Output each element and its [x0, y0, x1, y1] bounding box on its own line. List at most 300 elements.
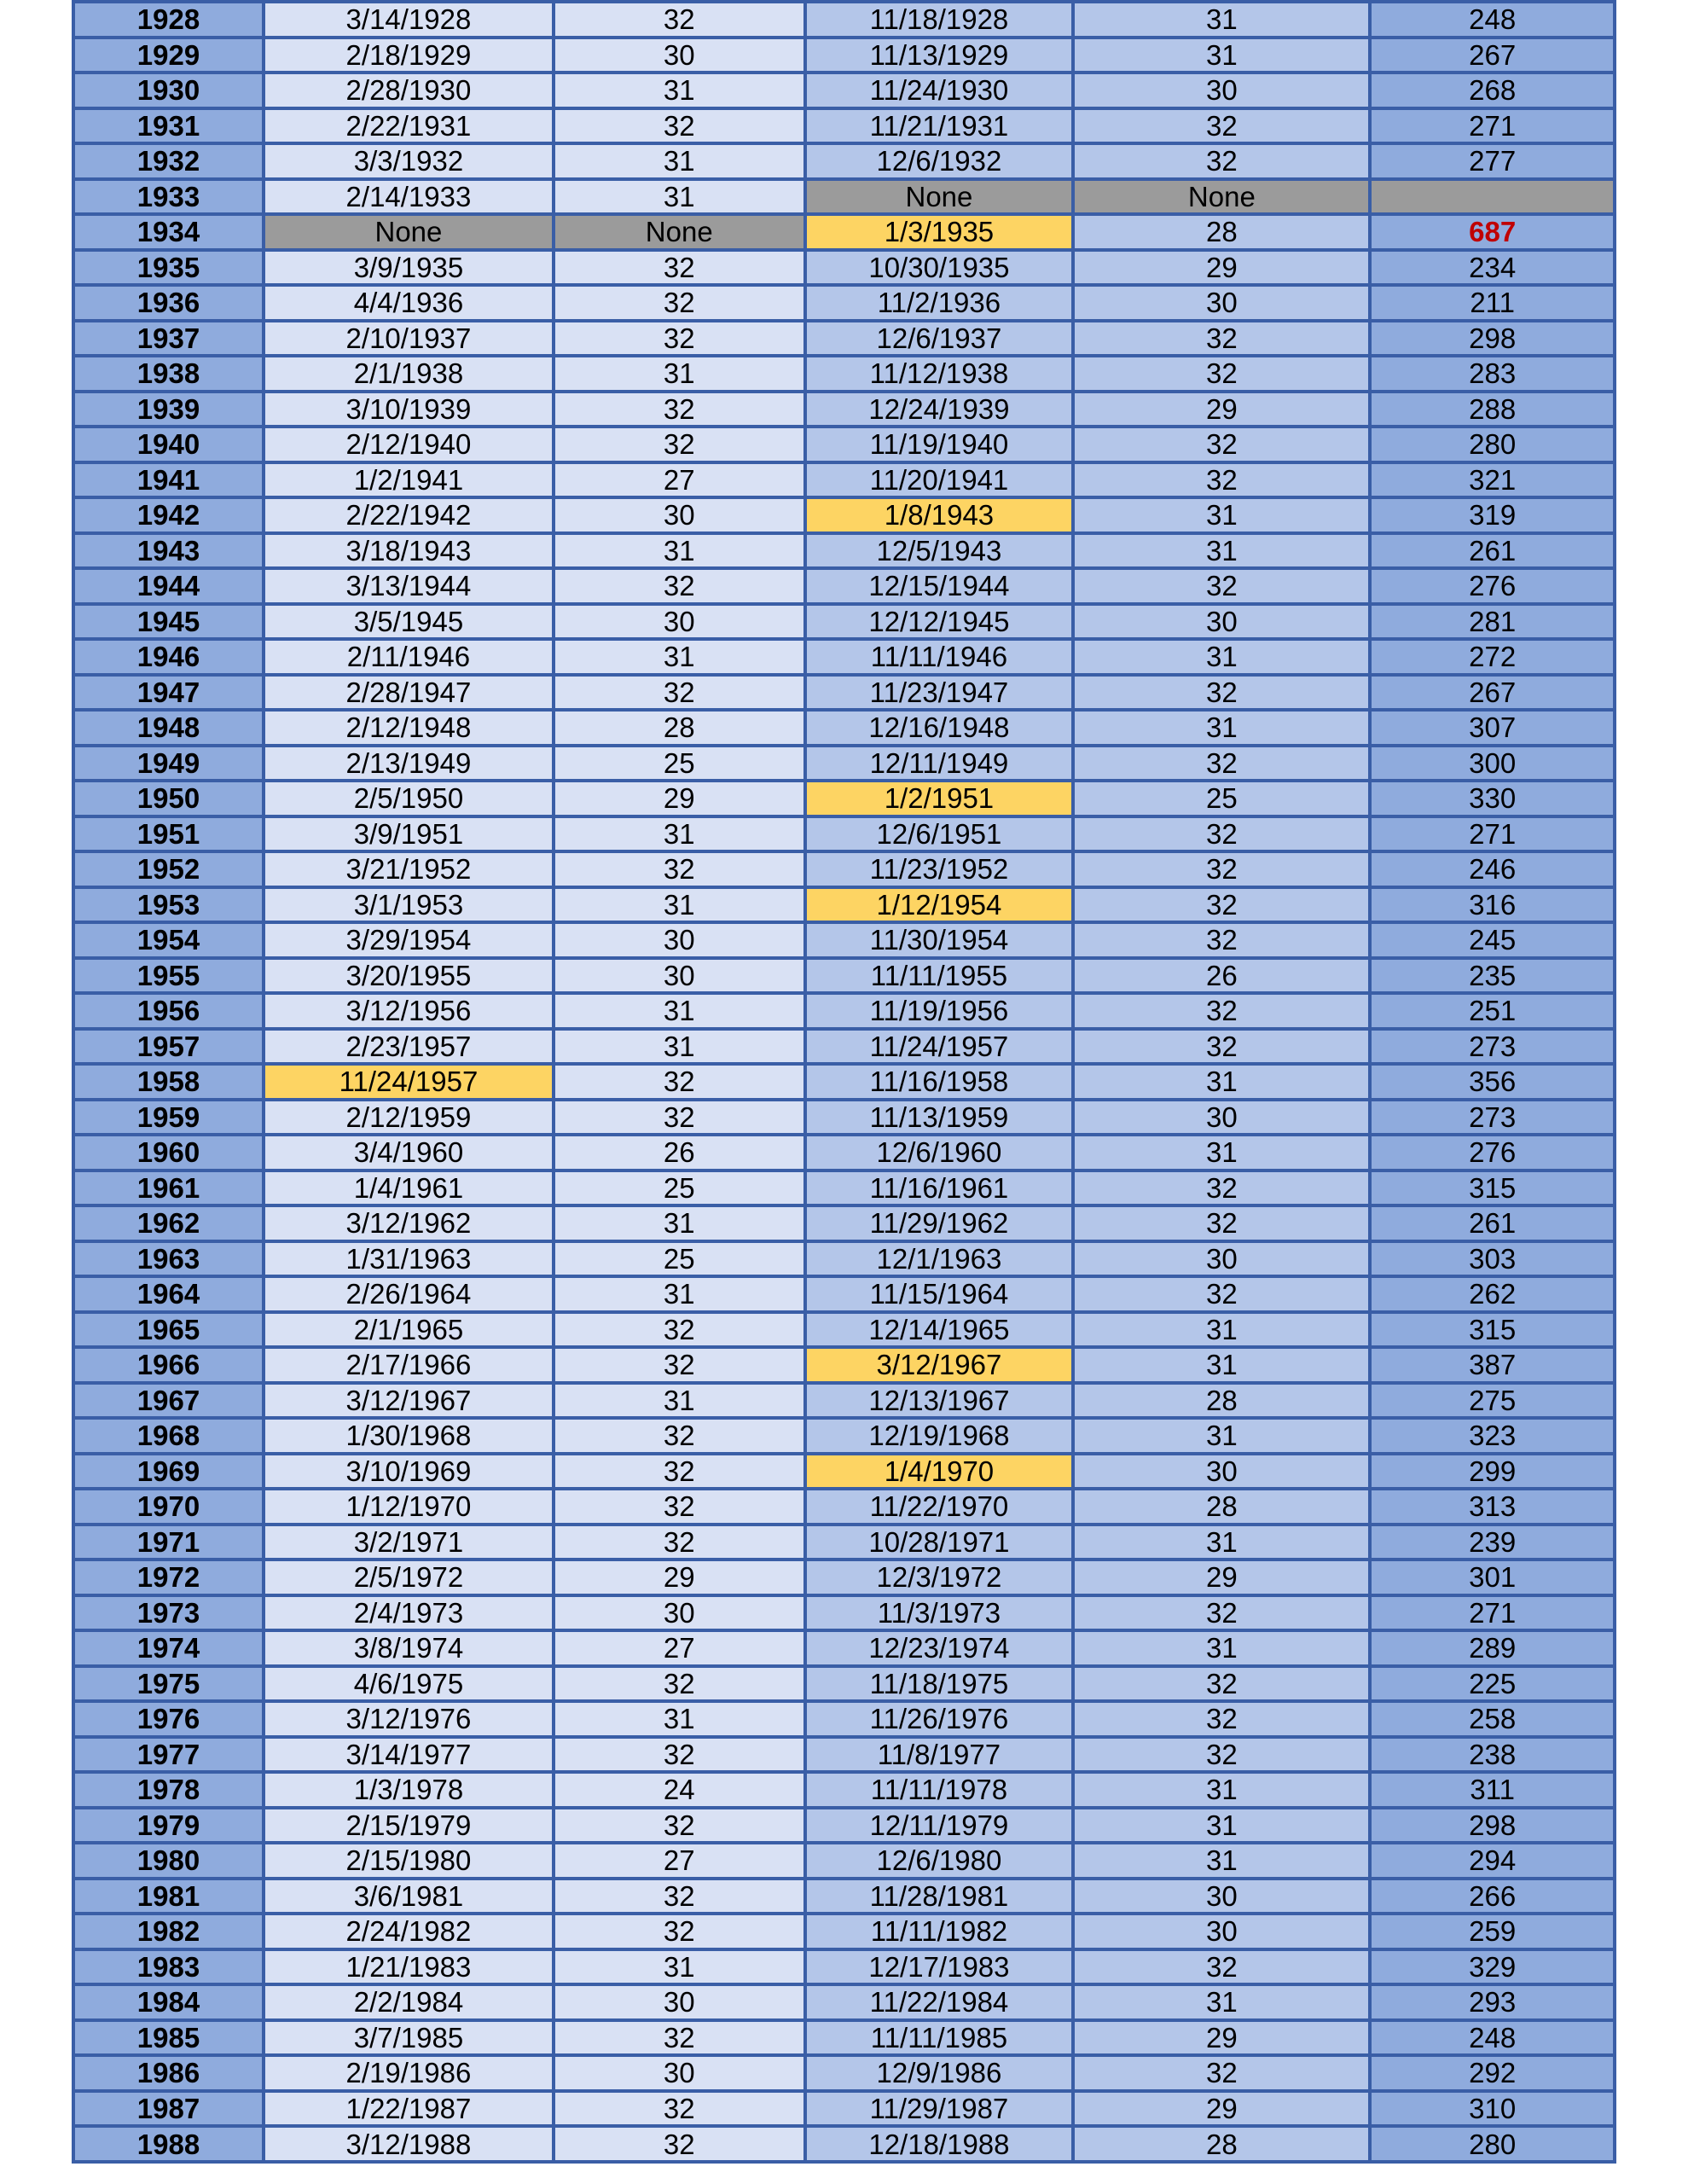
last-frost-temp-cell: 31	[555, 995, 803, 1027]
last-frost-temp-cell: 31	[555, 641, 803, 673]
first-frost-date-cell: 12/16/1948	[807, 712, 1072, 744]
last-frost-date-cell: 3/12/1967	[265, 1385, 552, 1417]
first-frost-temp-cell: 31	[1075, 641, 1368, 673]
table-row	[75, 1031, 1613, 1063]
season-length-cell: 251	[1372, 995, 1613, 1027]
table-row	[75, 252, 1613, 284]
year-cell: 1961	[75, 1172, 262, 1205]
last-frost-date-cell: 2/12/1959	[265, 1101, 552, 1134]
season-length-cell: 275	[1372, 1385, 1613, 1417]
season-length-cell: 283	[1372, 357, 1613, 390]
year-cell: 1979	[75, 1809, 262, 1842]
table-row	[75, 1136, 1613, 1169]
frost-dates-table	[72, 0, 1616, 2164]
table-row	[75, 1101, 1613, 1134]
first-frost-temp-cell: 30	[1075, 1243, 1368, 1275]
year-cell: 1983	[75, 1951, 262, 1984]
year-cell: 1970	[75, 1490, 262, 1523]
first-frost-temp-cell: 32	[1075, 1951, 1368, 1984]
first-frost-date-cell: 11/23/1947	[807, 677, 1072, 709]
last-frost-temp-cell: 31	[555, 818, 803, 851]
table-row	[75, 1668, 1613, 1700]
last-frost-temp-cell: 32	[555, 1066, 803, 1098]
first-frost-temp-cell: 25	[1075, 782, 1368, 815]
last-frost-date-cell: 3/9/1951	[265, 818, 552, 851]
first-frost-date-cell: 11/11/1955	[807, 960, 1072, 992]
first-frost-date-cell: 11/16/1958	[807, 1066, 1072, 1098]
first-frost-date-cell: 12/1/1963	[807, 1243, 1072, 1275]
table-row	[75, 1951, 1613, 1984]
table-row	[75, 995, 1613, 1027]
last-frost-temp-cell: 31	[555, 889, 803, 921]
last-frost-temp-cell: 27	[555, 1844, 803, 1877]
first-frost-date-cell: 11/29/1987	[807, 2093, 1072, 2125]
table-row	[75, 145, 1613, 177]
table-row	[75, 1597, 1613, 1629]
first-frost-temp-cell: 29	[1075, 393, 1368, 426]
first-frost-temp-cell: 29	[1075, 252, 1368, 284]
first-frost-temp-cell: 31	[1075, 1349, 1368, 1381]
last-frost-temp-cell: 30	[555, 2057, 803, 2089]
last-frost-date-cell: 2/2/1984	[265, 1986, 552, 2018]
season-length-cell: 313	[1372, 1490, 1613, 1523]
table-row	[75, 889, 1613, 921]
last-frost-date-cell: 1/4/1961	[265, 1172, 552, 1205]
first-frost-temp-cell: 30	[1075, 1455, 1368, 1488]
first-frost-date-cell: 11/20/1941	[807, 464, 1072, 497]
year-cell: 1968	[75, 1420, 262, 1452]
table-row	[75, 1455, 1613, 1488]
year-cell: 1985	[75, 2022, 262, 2054]
last-frost-date-cell: 4/6/1975	[265, 1668, 552, 1700]
season-length-cell: 261	[1372, 535, 1613, 567]
last-frost-date-cell: 2/12/1948	[265, 712, 552, 744]
first-frost-date-cell: 12/11/1949	[807, 747, 1072, 780]
first-frost-temp-cell: 29	[1075, 2022, 1368, 2054]
season-length-cell: 266	[1372, 1880, 1613, 1913]
season-length-cell: 289	[1372, 1632, 1613, 1664]
first-frost-temp-cell: 31	[1075, 1774, 1368, 1806]
first-frost-date-cell: 10/30/1935	[807, 252, 1072, 284]
first-frost-temp-cell: 31	[1075, 499, 1368, 531]
year-cell: 1960	[75, 1136, 262, 1169]
season-length-cell: 277	[1372, 145, 1613, 177]
table-row	[75, 74, 1613, 107]
first-frost-date-cell: 12/3/1972	[807, 1561, 1072, 1594]
first-frost-temp-cell: 31	[1075, 1844, 1368, 1877]
season-length-cell: 303	[1372, 1243, 1613, 1275]
last-frost-date-cell: 2/10/1937	[265, 322, 552, 355]
year-cell: 1976	[75, 1703, 262, 1735]
last-frost-date-cell: 2/13/1949	[265, 747, 552, 780]
table-row	[75, 216, 1613, 248]
first-frost-date-cell: 12/5/1943	[807, 535, 1072, 567]
year-cell: 1959	[75, 1101, 262, 1134]
last-frost-temp-cell: 30	[555, 606, 803, 638]
last-frost-date-cell: 1/3/1978	[265, 1774, 552, 1806]
first-frost-date-cell: 11/24/1957	[807, 1031, 1072, 1063]
table-row	[75, 2022, 1613, 2054]
first-frost-date-cell: 11/8/1977	[807, 1739, 1072, 1771]
last-frost-temp-cell: 32	[555, 1349, 803, 1381]
last-frost-date-cell: 3/10/1969	[265, 1455, 552, 1488]
first-frost-date-cell: 3/12/1967	[807, 1349, 1072, 1381]
last-frost-date-cell: 3/21/1952	[265, 853, 552, 886]
table-row	[75, 1490, 1613, 1523]
season-length-cell: 330	[1372, 782, 1613, 815]
last-frost-temp-cell: 32	[555, 1490, 803, 1523]
last-frost-date-cell: 3/12/1976	[265, 1703, 552, 1735]
last-frost-date-cell: 2/19/1986	[265, 2057, 552, 2089]
year-cell: 1957	[75, 1031, 262, 1063]
year-cell: 1969	[75, 1455, 262, 1488]
year-cell: 1943	[75, 535, 262, 567]
first-frost-date-cell: 12/18/1988	[807, 2128, 1072, 2160]
year-cell: 1982	[75, 1915, 262, 1948]
table-row	[75, 1420, 1613, 1452]
year-cell: 1971	[75, 1526, 262, 1559]
year-cell: 1975	[75, 1668, 262, 1700]
first-frost-date-cell: 11/19/1940	[807, 428, 1072, 461]
first-frost-temp-cell: 32	[1075, 889, 1368, 921]
first-frost-temp-cell: 32	[1075, 2057, 1368, 2089]
last-frost-date-cell: 2/23/1957	[265, 1031, 552, 1063]
year-cell: 1963	[75, 1243, 262, 1275]
first-frost-temp-cell: 28	[1075, 1490, 1368, 1523]
last-frost-temp-cell: 31	[555, 357, 803, 390]
first-frost-date-cell: 12/11/1979	[807, 1809, 1072, 1842]
table-row	[75, 1243, 1613, 1275]
season-length-cell: 267	[1372, 677, 1613, 709]
first-frost-date-cell: 11/3/1973	[807, 1597, 1072, 1629]
first-frost-date-cell: 1/12/1954	[807, 889, 1072, 921]
first-frost-date-cell: 11/16/1961	[807, 1172, 1072, 1205]
year-cell: 1965	[75, 1314, 262, 1346]
last-frost-date-cell: 1/31/1963	[265, 1243, 552, 1275]
year-cell: 1931	[75, 110, 262, 142]
last-frost-date-cell: 3/12/1956	[265, 995, 552, 1027]
year-cell: 1946	[75, 641, 262, 673]
first-frost-date-cell: 11/22/1970	[807, 1490, 1072, 1523]
last-frost-date-cell: 3/7/1985	[265, 2022, 552, 2054]
year-cell: 1948	[75, 712, 262, 744]
table-row	[75, 1314, 1613, 1346]
year-cell: 1952	[75, 853, 262, 886]
season-length-cell: 356	[1372, 1066, 1613, 1098]
first-frost-date-cell: 11/11/1982	[807, 1915, 1072, 1948]
first-frost-date-cell: 12/12/1945	[807, 606, 1072, 638]
first-frost-date-cell: 12/23/1974	[807, 1632, 1072, 1664]
season-length-cell: 293	[1372, 1986, 1613, 2018]
first-frost-temp-cell: 28	[1075, 2128, 1368, 2160]
year-cell: 1934	[75, 216, 262, 248]
last-frost-date-cell: 3/12/1962	[265, 1207, 552, 1240]
last-frost-date-cell: 2/1/1938	[265, 357, 552, 390]
season-length-cell: 234	[1372, 252, 1613, 284]
last-frost-date-cell: 11/24/1957	[265, 1066, 552, 1098]
season-length-cell: 301	[1372, 1561, 1613, 1594]
year-cell: 1958	[75, 1066, 262, 1098]
first-frost-date-cell: 1/8/1943	[807, 499, 1072, 531]
table-row	[75, 606, 1613, 638]
last-frost-temp-cell: 32	[555, 2022, 803, 2054]
first-frost-temp-cell: 32	[1075, 1031, 1368, 1063]
table-row	[75, 960, 1613, 992]
table-row	[75, 1561, 1613, 1594]
last-frost-temp-cell: 31	[555, 535, 803, 567]
table-row	[75, 1385, 1613, 1417]
last-frost-date-cell: 3/9/1935	[265, 252, 552, 284]
last-frost-temp-cell: 25	[555, 1243, 803, 1275]
year-cell: 1950	[75, 782, 262, 815]
year-cell: 1988	[75, 2128, 262, 2160]
first-frost-date-cell: 11/30/1954	[807, 924, 1072, 956]
last-frost-date-cell: 1/12/1970	[265, 1490, 552, 1523]
first-frost-date-cell: 12/6/1951	[807, 818, 1072, 851]
first-frost-date-cell: 11/26/1976	[807, 1703, 1072, 1735]
table-row	[75, 1207, 1613, 1240]
table-row	[75, 1703, 1613, 1735]
first-frost-temp-cell: 31	[1075, 1420, 1368, 1452]
first-frost-temp-cell: 28	[1075, 1385, 1368, 1417]
first-frost-date-cell: 11/18/1928	[807, 3, 1072, 36]
first-frost-date-cell: 11/21/1931	[807, 110, 1072, 142]
last-frost-temp-cell: 25	[555, 1172, 803, 1205]
last-frost-temp-cell: 32	[555, 1314, 803, 1346]
first-frost-temp-cell: 31	[1075, 712, 1368, 744]
last-frost-date-cell: None	[265, 216, 552, 248]
first-frost-date-cell: 11/12/1938	[807, 357, 1072, 390]
last-frost-date-cell: 2/15/1980	[265, 1844, 552, 1877]
season-length-cell: 248	[1372, 2022, 1613, 2054]
first-frost-temp-cell: 31	[1075, 1066, 1368, 1098]
table-row	[75, 2128, 1613, 2160]
table-row	[75, 2093, 1613, 2125]
last-frost-temp-cell: 30	[555, 1597, 803, 1629]
year-cell: 1940	[75, 428, 262, 461]
last-frost-temp-cell: 32	[555, 1809, 803, 1842]
last-frost-date-cell: 3/13/1944	[265, 570, 552, 602]
year-cell: 1972	[75, 1561, 262, 1594]
first-frost-date-cell: 1/4/1970	[807, 1455, 1072, 1488]
last-frost-temp-cell: 32	[555, 1668, 803, 1700]
first-frost-date-cell: None	[807, 181, 1072, 213]
last-frost-date-cell: 2/18/1929	[265, 39, 552, 72]
last-frost-date-cell: 2/5/1972	[265, 1561, 552, 1594]
first-frost-date-cell: 12/9/1986	[807, 2057, 1072, 2089]
last-frost-date-cell: 2/17/1966	[265, 1349, 552, 1381]
last-frost-temp-cell: 32	[555, 853, 803, 886]
table-row	[75, 1066, 1613, 1098]
first-frost-date-cell: 11/23/1952	[807, 853, 1072, 886]
first-frost-temp-cell: 31	[1075, 1809, 1368, 1842]
last-frost-date-cell: 2/28/1947	[265, 677, 552, 709]
last-frost-temp-cell: 30	[555, 1986, 803, 2018]
last-frost-temp-cell: 29	[555, 782, 803, 815]
table-row	[75, 1774, 1613, 1806]
season-length-cell: 292	[1372, 2057, 1613, 2089]
table-row	[75, 464, 1613, 497]
season-length-cell: 321	[1372, 464, 1613, 497]
season-length-cell: 276	[1372, 570, 1613, 602]
first-frost-temp-cell: 32	[1075, 1597, 1368, 1629]
table-row	[75, 1844, 1613, 1877]
year-cell: 1947	[75, 677, 262, 709]
last-frost-date-cell: 2/5/1950	[265, 782, 552, 815]
first-frost-date-cell: 12/24/1939	[807, 393, 1072, 426]
season-length-cell: 235	[1372, 960, 1613, 992]
first-frost-date-cell: 11/13/1959	[807, 1101, 1072, 1134]
season-length-cell: 315	[1372, 1314, 1613, 1346]
year-cell: 1986	[75, 2057, 262, 2089]
table-row	[75, 782, 1613, 815]
table-row	[75, 1172, 1613, 1205]
year-cell: 1962	[75, 1207, 262, 1240]
last-frost-temp-cell: 25	[555, 747, 803, 780]
last-frost-temp-cell: 31	[555, 1278, 803, 1310]
last-frost-temp-cell: 32	[555, 428, 803, 461]
first-frost-date-cell: 12/17/1983	[807, 1951, 1072, 1984]
season-length-cell: 273	[1372, 1031, 1613, 1063]
season-length-cell: 299	[1372, 1455, 1613, 1488]
last-frost-date-cell: 2/28/1930	[265, 74, 552, 107]
season-length-cell: 211	[1372, 287, 1613, 319]
season-length-cell: 298	[1372, 1809, 1613, 1842]
first-frost-temp-cell: 29	[1075, 2093, 1368, 2125]
first-frost-temp-cell: 32	[1075, 677, 1368, 709]
season-length-cell: 261	[1372, 1207, 1613, 1240]
first-frost-date-cell: 11/24/1930	[807, 74, 1072, 107]
first-frost-date-cell: 11/11/1985	[807, 2022, 1072, 2054]
table-row	[75, 1278, 1613, 1310]
first-frost-temp-cell: 30	[1075, 287, 1368, 319]
year-cell: 1944	[75, 570, 262, 602]
last-frost-temp-cell: 31	[555, 1031, 803, 1063]
year-cell: 1945	[75, 606, 262, 638]
first-frost-date-cell: 12/15/1944	[807, 570, 1072, 602]
last-frost-date-cell: 1/30/1968	[265, 1420, 552, 1452]
last-frost-temp-cell: 32	[555, 2093, 803, 2125]
table-row	[75, 181, 1613, 213]
last-frost-date-cell: 1/22/1987	[265, 2093, 552, 2125]
last-frost-temp-cell: 32	[555, 322, 803, 355]
first-frost-temp-cell: 32	[1075, 1278, 1368, 1310]
table-row	[75, 535, 1613, 567]
last-frost-temp-cell: 32	[555, 677, 803, 709]
last-frost-date-cell: 2/11/1946	[265, 641, 552, 673]
last-frost-date-cell: 2/14/1933	[265, 181, 552, 213]
season-length-cell: 316	[1372, 889, 1613, 921]
table-row	[75, 357, 1613, 390]
last-frost-temp-cell: 32	[555, 570, 803, 602]
last-frost-temp-cell: 31	[555, 145, 803, 177]
table-row	[75, 677, 1613, 709]
first-frost-temp-cell: 32	[1075, 1703, 1368, 1735]
first-frost-date-cell: 11/19/1956	[807, 995, 1072, 1027]
year-cell: 1938	[75, 357, 262, 390]
year-cell: 1955	[75, 960, 262, 992]
year-cell: 1933	[75, 181, 262, 213]
season-length-cell: 267	[1372, 39, 1613, 72]
last-frost-temp-cell: 27	[555, 464, 803, 497]
season-length-cell: 258	[1372, 1703, 1613, 1735]
year-cell: 1954	[75, 924, 262, 956]
table-row	[75, 570, 1613, 602]
season-length-cell: 271	[1372, 110, 1613, 142]
first-frost-temp-cell: 30	[1075, 1101, 1368, 1134]
season-length-cell: 307	[1372, 712, 1613, 744]
last-frost-temp-cell: 32	[555, 1915, 803, 1948]
first-frost-date-cell: 12/13/1967	[807, 1385, 1072, 1417]
last-frost-date-cell: 3/1/1953	[265, 889, 552, 921]
table-row	[75, 499, 1613, 531]
first-frost-temp-cell: 32	[1075, 145, 1368, 177]
table-row	[75, 712, 1613, 744]
first-frost-date-cell: 11/2/1936	[807, 287, 1072, 319]
first-frost-date-cell: 12/14/1965	[807, 1314, 1072, 1346]
season-length-cell: 271	[1372, 818, 1613, 851]
first-frost-temp-cell: 32	[1075, 747, 1368, 780]
year-cell: 1939	[75, 393, 262, 426]
year-cell: 1953	[75, 889, 262, 921]
season-length-cell: 315	[1372, 1172, 1613, 1205]
table-row	[75, 1739, 1613, 1771]
season-length-cell: 272	[1372, 641, 1613, 673]
last-frost-temp-cell: 32	[555, 110, 803, 142]
table-row	[75, 1880, 1613, 1913]
last-frost-date-cell: 2/15/1979	[265, 1809, 552, 1842]
table-row	[75, 818, 1613, 851]
season-length-cell: 311	[1372, 1774, 1613, 1806]
last-frost-date-cell: 2/22/1931	[265, 110, 552, 142]
table-row	[75, 393, 1613, 426]
last-frost-temp-cell: 30	[555, 499, 803, 531]
season-length-cell: 310	[1372, 2093, 1613, 2125]
year-cell: 1964	[75, 1278, 262, 1310]
season-length-cell: 323	[1372, 1420, 1613, 1452]
last-frost-date-cell: 3/3/1932	[265, 145, 552, 177]
first-frost-date-cell: 11/13/1929	[807, 39, 1072, 72]
last-frost-date-cell: 3/20/1955	[265, 960, 552, 992]
table-row	[75, 110, 1613, 142]
first-frost-date-cell: 12/6/1960	[807, 1136, 1072, 1169]
season-length-cell: 280	[1372, 428, 1613, 461]
season-length-cell: 239	[1372, 1526, 1613, 1559]
first-frost-date-cell: 11/11/1946	[807, 641, 1072, 673]
first-frost-temp-cell: 31	[1075, 39, 1368, 72]
first-frost-temp-cell: 32	[1075, 110, 1368, 142]
first-frost-date-cell: 11/18/1975	[807, 1668, 1072, 1700]
first-frost-date-cell: 11/11/1978	[807, 1774, 1072, 1806]
year-cell: 1987	[75, 2093, 262, 2125]
year-cell: 1974	[75, 1632, 262, 1664]
last-frost-date-cell: 2/1/1965	[265, 1314, 552, 1346]
table-row	[75, 2057, 1613, 2089]
year-cell: 1949	[75, 747, 262, 780]
first-frost-temp-cell: 31	[1075, 1632, 1368, 1664]
last-frost-temp-cell: 32	[555, 1526, 803, 1559]
last-frost-temp-cell: 31	[555, 1703, 803, 1735]
season-length-cell: 329	[1372, 1951, 1613, 1984]
season-length-cell: 288	[1372, 393, 1613, 426]
table-row	[75, 1349, 1613, 1381]
season-length-cell: 273	[1372, 1101, 1613, 1134]
last-frost-temp-cell: 32	[555, 1739, 803, 1771]
last-frost-date-cell: 3/6/1981	[265, 1880, 552, 1913]
year-cell: 1981	[75, 1880, 262, 1913]
last-frost-date-cell: 3/12/1988	[265, 2128, 552, 2160]
last-frost-date-cell: 1/21/1983	[265, 1951, 552, 1984]
